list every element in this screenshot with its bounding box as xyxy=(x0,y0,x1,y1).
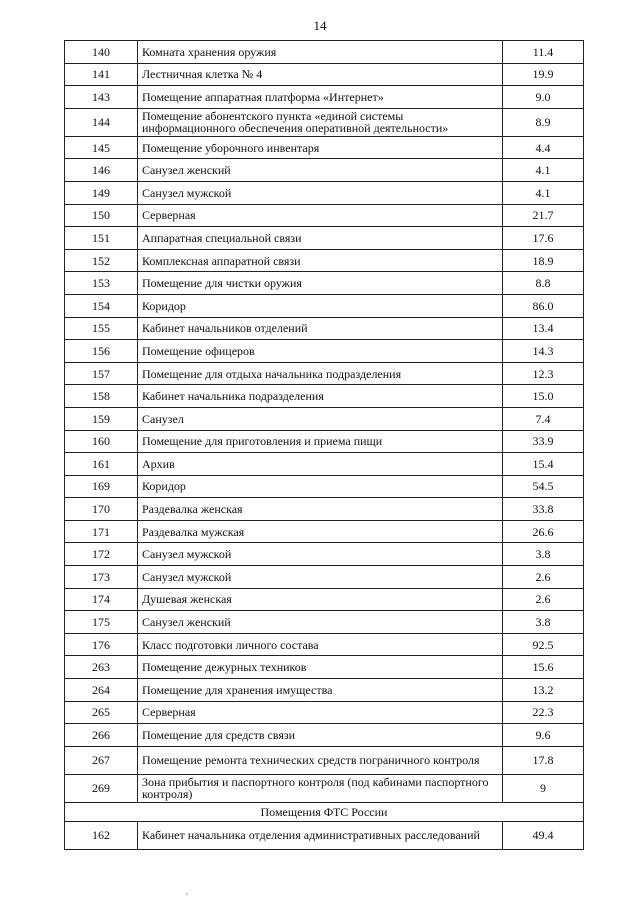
table-row xyxy=(65,204,584,227)
room-area-cell: 49.4 xyxy=(503,821,584,849)
table-row xyxy=(65,701,584,724)
section-title: Помещения ФТС России xyxy=(65,802,584,821)
room-area-cell: 7.4 xyxy=(503,407,584,430)
page-number: 14 xyxy=(313,18,327,33)
room-number-cell: 152 xyxy=(65,249,138,272)
room-name-cell: Класс подготовки личного состава xyxy=(138,633,503,656)
room-number-cell: 145 xyxy=(65,136,138,159)
room-number-cell: 176 xyxy=(65,633,138,656)
room-name-cell: Серверная xyxy=(138,701,503,724)
room-number-cell: 144 xyxy=(65,108,138,136)
room-name-cell: Помещение для средств связи xyxy=(138,724,503,747)
room-name-cell: Комната хранения оружия xyxy=(138,41,503,64)
room-area-cell: 15.4 xyxy=(503,453,584,476)
room-number-cell: 269 xyxy=(65,774,138,802)
table-row xyxy=(65,362,584,385)
room-area-cell: 4.1 xyxy=(503,181,584,204)
table-row xyxy=(65,108,584,136)
room-number-cell: 153 xyxy=(65,272,138,295)
room-name-cell: Помещение для чистки оружия xyxy=(138,272,503,295)
room-number-cell: 159 xyxy=(65,407,138,430)
room-number-cell: 170 xyxy=(65,498,138,521)
room-area-cell: 13.4 xyxy=(503,317,584,340)
table-row xyxy=(65,774,584,802)
rooms-table xyxy=(64,40,584,850)
table-row xyxy=(65,656,584,679)
room-area-cell: 4.4 xyxy=(503,136,584,159)
room-area-cell: 9 xyxy=(503,774,584,802)
room-number-cell: 154 xyxy=(65,294,138,317)
room-name-cell: Лестничная клетка № 4 xyxy=(138,63,503,86)
room-name-cell: Помещение для хранения имущества xyxy=(138,679,503,702)
room-area-cell: 11.4 xyxy=(503,41,584,64)
room-name-cell: Санузел мужской xyxy=(138,566,503,589)
scan-mark: ′ xyxy=(186,892,189,903)
room-name-cell: Душевая женская xyxy=(138,588,503,611)
table-row xyxy=(65,543,584,566)
room-number-cell: 171 xyxy=(65,520,138,543)
room-area-cell: 92.5 xyxy=(503,633,584,656)
room-name-cell: Санузел мужской xyxy=(138,181,503,204)
section-header-row xyxy=(65,802,584,821)
table-row xyxy=(65,249,584,272)
room-area-cell: 17.8 xyxy=(503,746,584,774)
room-area-cell: 8.8 xyxy=(503,272,584,295)
room-number-cell: 146 xyxy=(65,159,138,182)
table-row xyxy=(65,724,584,747)
room-number-cell: 141 xyxy=(65,63,138,86)
room-number-cell: 151 xyxy=(65,227,138,250)
room-name-cell: Коридор xyxy=(138,294,503,317)
table-row xyxy=(65,679,584,702)
room-area-cell: 22.3 xyxy=(503,701,584,724)
room-area-cell: 17.6 xyxy=(503,227,584,250)
room-name-cell: Зона прибытия и паспортного контроля (под кабинами паспортного контроля) xyxy=(138,774,503,802)
room-number-cell: 175 xyxy=(65,611,138,634)
room-name-cell: Помещение офицеров xyxy=(138,340,503,363)
table-row xyxy=(65,430,584,453)
table-row xyxy=(65,746,584,774)
room-area-cell: 33.8 xyxy=(503,498,584,521)
table-row xyxy=(65,407,584,430)
room-number-cell: 157 xyxy=(65,362,138,385)
room-area-cell: 3.8 xyxy=(503,611,584,634)
room-area-cell: 19.9 xyxy=(503,63,584,86)
room-area-cell: 2.6 xyxy=(503,588,584,611)
table-row xyxy=(65,498,584,521)
room-number-cell: 264 xyxy=(65,679,138,702)
room-area-cell: 18.9 xyxy=(503,249,584,272)
table-row xyxy=(65,385,584,408)
room-name-cell: Серверная xyxy=(138,204,503,227)
room-area-cell: 54.5 xyxy=(503,475,584,498)
room-area-cell: 9.6 xyxy=(503,724,584,747)
room-area-cell: 86.0 xyxy=(503,294,584,317)
table-row xyxy=(65,520,584,543)
room-number-cell: 173 xyxy=(65,566,138,589)
room-name-cell: Санузел женский xyxy=(138,159,503,182)
table-row xyxy=(65,181,584,204)
room-number-cell: 155 xyxy=(65,317,138,340)
table-row xyxy=(65,41,584,64)
table-row xyxy=(65,159,584,182)
table-row xyxy=(65,272,584,295)
room-number-cell: 161 xyxy=(65,453,138,476)
room-number-cell: 149 xyxy=(65,181,138,204)
room-number-cell: 169 xyxy=(65,475,138,498)
room-area-cell: 15.0 xyxy=(503,385,584,408)
room-name-cell: Комплексная аппаратной связи xyxy=(138,249,503,272)
table-row xyxy=(65,340,584,363)
table-row xyxy=(65,588,584,611)
room-name-cell: Санузел xyxy=(138,407,503,430)
room-area-cell: 12.3 xyxy=(503,362,584,385)
room-name-cell: Раздевалка мужская xyxy=(138,520,503,543)
room-name-cell: Кабинет начальника отделения административных расследований xyxy=(138,821,503,849)
room-name-cell: Помещение ремонта технических средств пограничного контроля xyxy=(138,746,503,774)
table-row xyxy=(65,566,584,589)
table-row xyxy=(65,475,584,498)
room-name-cell: Раздевалка женская xyxy=(138,498,503,521)
room-name-cell: Коридор xyxy=(138,475,503,498)
room-name-cell: Кабинет начальников отделений xyxy=(138,317,503,340)
room-name-cell: Помещение аппаратная платформа «Интернет» xyxy=(138,86,503,109)
room-area-cell: 3.8 xyxy=(503,543,584,566)
room-name-cell: Санузел женский xyxy=(138,611,503,634)
room-name-cell: Помещение уборочного инвентаря xyxy=(138,136,503,159)
room-area-cell: 9.0 xyxy=(503,86,584,109)
room-number-cell: 156 xyxy=(65,340,138,363)
room-name-cell: Помещение абонентского пункта «единой системы информационного обеспечения оперативной деятельности» xyxy=(138,108,503,136)
table-row xyxy=(65,136,584,159)
room-area-cell: 2.6 xyxy=(503,566,584,589)
table-row xyxy=(65,633,584,656)
room-number-cell: 265 xyxy=(65,701,138,724)
room-name-cell: Санузел мужской xyxy=(138,543,503,566)
room-number-cell: 172 xyxy=(65,543,138,566)
table-row xyxy=(65,821,584,849)
room-area-cell: 15.6 xyxy=(503,656,584,679)
room-number-cell: 140 xyxy=(65,41,138,64)
room-area-cell: 26.6 xyxy=(503,520,584,543)
table-row xyxy=(65,227,584,250)
room-number-cell: 267 xyxy=(65,746,138,774)
room-number-cell: 143 xyxy=(65,86,138,109)
table-row xyxy=(65,453,584,476)
table-row xyxy=(65,611,584,634)
room-number-cell: 263 xyxy=(65,656,138,679)
room-area-cell: 14.3 xyxy=(503,340,584,363)
room-name-cell: Аппаратная специальной связи xyxy=(138,227,503,250)
room-number-cell: 266 xyxy=(65,724,138,747)
room-name-cell: Архив xyxy=(138,453,503,476)
table-row xyxy=(65,294,584,317)
room-area-cell: 33.9 xyxy=(503,430,584,453)
table-row xyxy=(65,86,584,109)
room-number-cell: 174 xyxy=(65,588,138,611)
table-row xyxy=(65,63,584,86)
room-area-cell: 21.7 xyxy=(503,204,584,227)
room-number-cell: 150 xyxy=(65,204,138,227)
room-name-cell: Помещение для приготовления и приема пищи xyxy=(138,430,503,453)
room-area-cell: 13.2 xyxy=(503,679,584,702)
rooms-table-body xyxy=(65,41,584,850)
room-name-cell: Помещение дежурных техников xyxy=(138,656,503,679)
room-area-cell: 4.1 xyxy=(503,159,584,182)
room-number-cell: 162 xyxy=(65,821,138,849)
table-row xyxy=(65,317,584,340)
room-name-cell: Помещение для отдыха начальника подразделения xyxy=(138,362,503,385)
room-area-cell: 8.9 xyxy=(503,108,584,136)
room-name-cell: Кабинет начальника подразделения xyxy=(138,385,503,408)
room-number-cell: 160 xyxy=(65,430,138,453)
room-number-cell: 158 xyxy=(65,385,138,408)
